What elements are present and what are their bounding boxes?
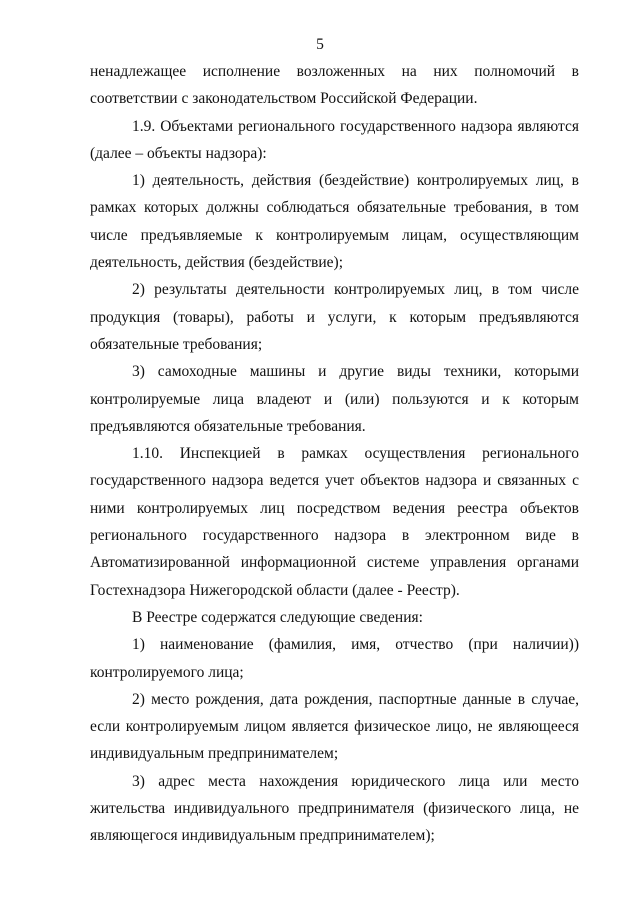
paragraph-continuation: ненадлежащее исполнение возложенных на них полномочий в соответствии с законодательством Российской Федерации.: [90, 63, 579, 108]
page-number: 5: [316, 36, 324, 53]
paragraph-item-2-results: 2) результаты деятельности контролируемых лиц, в том числе продукция (товары), работы и услуги, к которым предъявляются обязательные требования;: [90, 281, 579, 353]
paragraph-1-9-objects: 1.9. Объектами регионального государственного надзора являются (далее – объекты надзора):: [90, 117, 579, 162]
paragraph-1-10-registry: 1.10. Инспекцией в рамках осуществления регионального государственного надзора ведется учет объектов надзора и связанных с ними контролируемых лиц посредством ведения реестра объектов регионального государственного надзора в электронном виде в Автоматизированной информационной системе управления органами Гостехнадзора Нижегородской области (далее - Реестр).: [90, 445, 579, 599]
paragraph-registry-item-2: 2) место рождения, дата рождения, паспортные данные в случае, если контролируемым лицом является физическое лицо, не являющееся индивидуальным предпринимателем;: [90, 690, 579, 763]
paragraph-item-3-machines: 3) самоходные машины и другие виды техники, которыми контролируемые лица владеют и (или) пользуются и к которым предъявляются обязательные требования.: [90, 363, 579, 435]
paragraph-registry-item-3: 3) адрес места нахождения юридического лица или место жительства индивидуального предпринимателя (физического лица, не являющегося индивидуальным предпринимателем);: [90, 772, 579, 845]
document-body: [90, 58, 579, 850]
paragraph-registry-contents: В Реестре содержатся следующие сведения:: [132, 608, 423, 626]
paragraph-item-1-activity: 1) деятельность, действия (бездействие) контролируемых лиц, в рамках которых должны соблюдаться обязательные требования, в том числе предъявляемые к контролируемым лицам, осуществляющим деятельность, действия (бездействие);: [90, 172, 579, 272]
paragraph-registry-item-1: 1) наименование (фамилия, имя, отчество (при наличии)) контролируемого лица;: [90, 636, 579, 681]
